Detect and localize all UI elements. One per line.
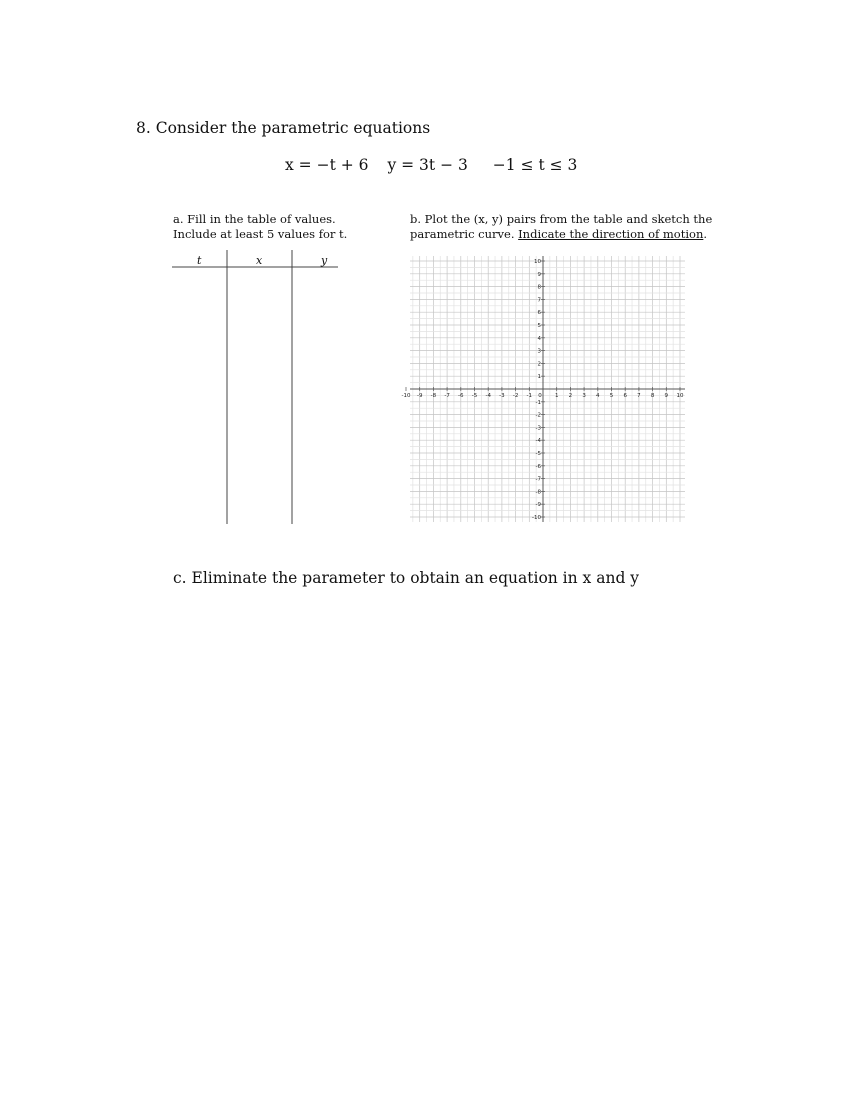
y-tick-label: 7	[537, 297, 541, 304]
y-tick-label: 4	[537, 335, 541, 342]
x-tick-label: 4	[596, 393, 600, 399]
x-tick-label: 1	[554, 393, 559, 399]
y-tick-label: -2	[535, 412, 541, 419]
y-tick-label: 2	[537, 361, 541, 368]
y-tick-label: -4	[535, 438, 541, 445]
x-tick-label: 3	[582, 393, 586, 399]
parameter-domain: −1 ≤ t ≤ 3	[492, 156, 578, 174]
x-tick-label: 10	[676, 393, 684, 399]
x-tick-label: -3	[499, 393, 505, 399]
question-title: 8. Consider the parametric equations	[136, 119, 431, 137]
table-header-x: x	[256, 254, 263, 267]
axes	[410, 256, 685, 522]
part-b-line2-plain: parametric curve.	[410, 227, 519, 241]
y-tick-label: -1	[535, 399, 541, 406]
y-tick-label: 3	[537, 348, 541, 355]
x-tick-label: 7	[637, 393, 641, 399]
x-tick-label: -10	[401, 393, 411, 399]
x-tick-label: -2	[512, 393, 519, 399]
x-tick-label: 2	[568, 393, 573, 399]
x-tick-label: 5	[609, 393, 614, 399]
x-tick-label: 8	[650, 393, 655, 399]
x-tick-label: -8	[430, 393, 437, 399]
y-tick-label: 1	[537, 374, 541, 381]
table-header-y: y	[321, 254, 328, 267]
part-c-instructions: c. Eliminate the parameter to obtain an equation in x and y	[173, 569, 640, 587]
y-tick-label: -7	[535, 476, 541, 483]
y-tick-label: -3	[535, 425, 541, 432]
x-tick-label: -7	[444, 393, 450, 399]
x-tick-label: 6	[623, 393, 627, 399]
x-tick-label: -1	[526, 393, 533, 399]
y-tick-label: -6	[535, 463, 541, 470]
part-b-line2-end: .	[703, 227, 708, 241]
table-header-t: t	[197, 254, 202, 267]
y-tick-label: 5	[537, 323, 541, 329]
x-tick-label: -4	[485, 393, 491, 399]
direction-of-motion-text: Indicate the direction of motion	[518, 227, 704, 241]
y-tick-label: -8	[535, 489, 541, 496]
part-a-line1: a. Fill in the table of values.	[173, 212, 336, 226]
y-tick-label: -10	[532, 515, 541, 521]
part-a-line2: Include at least 5 values for t.	[173, 227, 348, 241]
y-tick-label: 8	[537, 284, 541, 291]
y-tick-label: -9	[535, 502, 541, 509]
part-b-line1: b. Plot the (x, y) pairs from the table and sketch the	[410, 212, 713, 226]
y-tick-label: 6	[537, 310, 541, 317]
x-tick-label: 0	[538, 393, 542, 399]
y-tick-label: 9	[537, 271, 541, 278]
equation-y: y = 3t − 3	[387, 156, 468, 174]
x-tick-label: 9	[664, 393, 669, 399]
equation-x: x = −t + 6	[285, 156, 369, 174]
x-tick-label: -5	[471, 393, 478, 399]
y-tick-label: -5	[535, 451, 541, 457]
x-tick-label: -9	[416, 393, 423, 399]
y-tick-label: 10	[534, 259, 541, 265]
x-tick-label: -6	[458, 393, 464, 399]
